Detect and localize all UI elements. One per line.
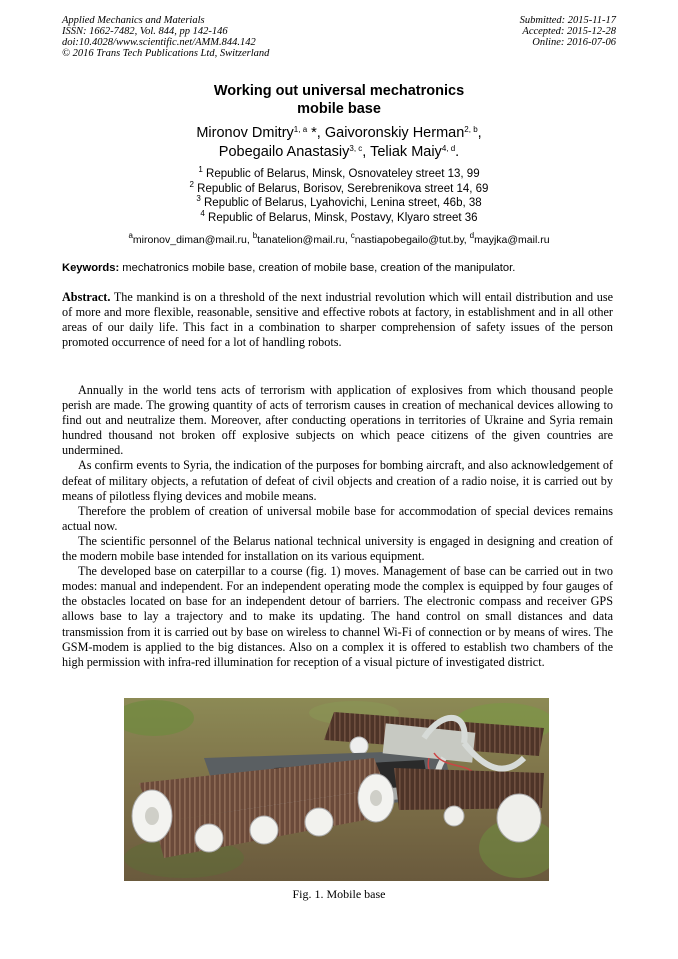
authors-line-1 [0,124,678,143]
paper-title [0,82,678,118]
accepted-date: Accepted: 2015-12-28 [522,26,616,37]
submitted-date: Submitted: 2015-11-17 [519,15,616,26]
doi-line: doi:10.4028/www.scientific.net/AMM.844.142 [62,37,256,48]
online-date: Online: 2016-07-06 [532,37,616,48]
affiliation-superscript: 4 [200,208,205,218]
affiliation-superscript: 2 [189,179,194,189]
figure-mobile-base-photo [124,698,549,881]
copyright-line: © 2016 Trans Tech Publications Ltd, Switzerland [62,48,270,59]
author-name: Teliak Maiy [370,144,442,160]
author-superscript: 3, c [349,144,363,153]
body-paragraph: The developed base on caterpillar to a course (fig. 1) moves. Management of base can be carried out in two modes: manual and independent. For an independent operating mode the complex is equipped by four gauges of the obstacles located on base for an independent detour of barriers. The electronic compass and receiver GPS allows base to lay a trajectory and to make its updating. The hand control on small distances and data transmission from it is carried out by base on wireless to channel Wi-Fi of connection or by means of wires. The GSM-modem is applied to the big distances. Also on a complex it is offered to establish two chambers of the high permission with infra-red illumination for reception of a visual picture of investigated district. [62,564,613,669]
affiliation [0,196,678,211]
keywords-label: Keywords: [62,262,120,274]
separator: , [477,125,482,141]
submission-dates [520,15,616,48]
figure-caption: Fig. 1. Mobile base [292,887,386,901]
email-address[interactable]: nastiapobegailo@tut.by, [354,234,470,246]
abstract-paragraph [62,290,613,350]
author-name: Mironov Dmitry [196,125,294,141]
abstract-label: Abstract. [62,290,111,304]
author-superscript: 1, a [293,125,308,134]
separator: . [455,144,460,160]
affiliation-text: Republic of Belarus, Lyahovichi, Lenina street, 46b, 38 [200,197,482,210]
robot-photo-illustration [124,698,549,881]
corresponding-mark: *, [307,125,325,141]
email-superscript: b [252,231,258,240]
journal-info [62,15,269,59]
abstract-text: The mankind is on a threshold of the next industrial revolution which will entail distribution and use of more and more flexible, reasonable, sensitive and effective robots at factory, in establishment and in all other areas of our daily life. This fact in a combination to sharper comprehension of safety issues of the person promoted occurrence of need for a lot of handling robots. [62,290,613,350]
body-paragraph: Annually in the world tens acts of terrorism with application of explosives from which thousand people perish are made. The growing quantity of acts of terrorism causes in creation of mechanical devices allowing to find out and neutralize them. Moreover, after conducting operations in territories of Ukraine and Syria remain hundred thousand not broken off explosive subjects on which peace citizens of the given countries are undermined. [62,383,613,458]
author-name: Pobegailo Anastasiy [218,144,350,160]
author-list [0,124,678,162]
email-superscript: a [128,231,133,240]
affiliation-text: Republic of Belarus, Minsk, Osnovateley street 13, 99 [202,168,480,180]
affiliation-text: Republic of Belarus, Minsk, Postavy, Klyaro street 36 [204,211,478,224]
body-paragraph: The scientific personnel of the Belarus national technical university is engaged in designing and creation of the modern mobile base intended for installation on its various equipment. [62,533,613,564]
abstract [62,290,613,350]
title-line-2: mobile base [297,101,381,117]
affiliation [0,208,678,226]
affiliation-list [0,167,678,225]
journal-name: Applied Mechanics and Materials [62,15,205,26]
affiliation-superscript: 1 [198,165,203,174]
body-paragraph: Therefore the problem of creation of universal mobile base for accommodation of special devices remains actual now. [62,503,613,533]
affiliation [0,167,678,182]
email-list [0,231,678,246]
issn-line: ISSN: 1662-7482, Vol. 844, pp 142-146 [62,26,228,37]
email-address[interactable]: mironov_diman@mail.ru, [132,234,253,246]
author-superscript: 4, d [441,144,456,153]
separator: , [362,144,371,160]
body-text [62,383,613,670]
authors-line-2 [0,143,678,162]
email-address[interactable]: mayjka@mail.ru [474,234,550,246]
body-paragraph: As confirm events to Syria, the indication of the purposes for bombing aircraft, and also acknowledgement of defeat of military objects, a refutation of defeat of civil objects and creation of a radio noise, it is carried out by means of pilotless flying devices and mobile means. [62,458,613,503]
affiliation-superscript: 3 [196,194,201,204]
title-line-1: Working out universal mechatronics [213,83,465,99]
affiliation [0,179,678,197]
author-name: Gaivoronskiy Herman [324,125,465,141]
keywords [62,262,618,275]
author-superscript: 2, b [464,125,478,134]
email-superscript: d [469,231,475,240]
affiliation-text: Republic of Belarus, Borisov, Serebrenikova street 14, 69 [193,182,489,195]
email-address[interactable]: tanatelion@mail.ru, [257,234,351,246]
email-superscript: c [350,231,355,240]
keywords-text: mechatronics mobile base, creation of mobile base, creation of the manipulator. [119,262,516,274]
